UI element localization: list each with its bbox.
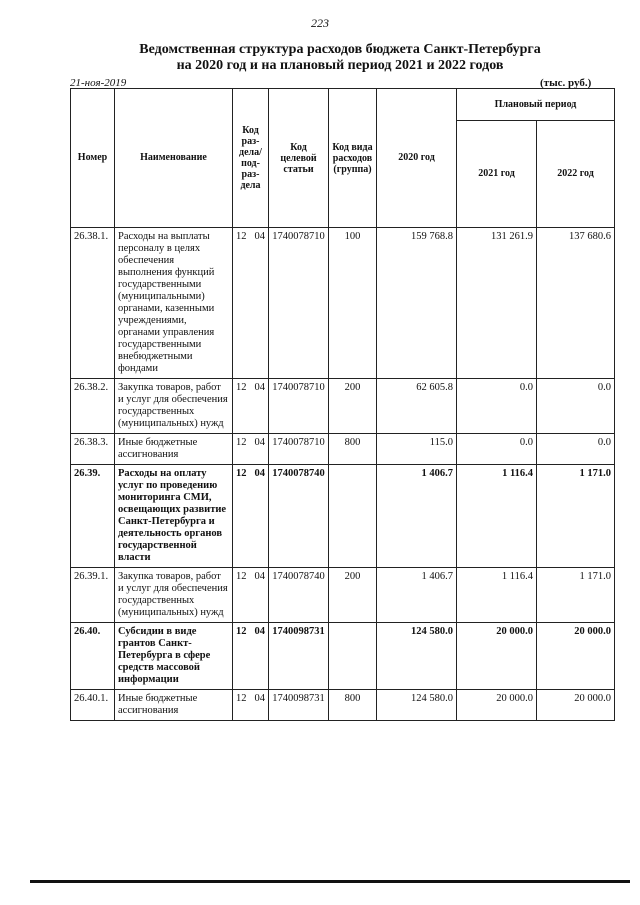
row-name: Иные бюджетные ассигнования	[115, 690, 233, 721]
header-2022: 2022 год	[537, 121, 615, 228]
section-code: 12	[236, 468, 247, 479]
document-date: 21-ноя-2019	[70, 77, 127, 89]
row-value-2021: 20 000.0	[457, 690, 537, 721]
row-section-code	[233, 623, 269, 690]
row-section-code	[233, 568, 269, 623]
section-code-pair	[236, 468, 265, 480]
section-code-pair	[236, 571, 265, 583]
bottom-rule	[30, 880, 630, 883]
table-row	[71, 434, 615, 465]
row-number: 26.39.1.	[71, 568, 115, 623]
section-code: 12	[236, 571, 247, 582]
row-value-2020: 124 580.0	[377, 623, 457, 690]
page-number: 223	[311, 16, 329, 30]
table-row	[71, 228, 615, 379]
section-code: 12	[236, 437, 247, 448]
row-value-2021: 1 116.4	[457, 465, 537, 568]
subsection-code: 04	[254, 693, 265, 704]
header-section-code: Код раз- дела/ под- раз- дела	[233, 89, 269, 228]
row-expense-type: 200	[329, 379, 377, 434]
row-number: 26.38.3.	[71, 434, 115, 465]
row-value-2022: 0.0	[537, 434, 615, 465]
subsection-code: 04	[254, 626, 265, 637]
row-number: 26.40.1.	[71, 690, 115, 721]
row-expense-type: 200	[329, 568, 377, 623]
section-code: 12	[236, 231, 247, 242]
section-code-pair	[236, 231, 265, 243]
table-row	[71, 379, 615, 434]
table-row	[71, 465, 615, 568]
row-section-code	[233, 228, 269, 379]
row-value-2021: 0.0	[457, 379, 537, 434]
section-code-pair	[236, 437, 265, 449]
row-value-2020: 124 580.0	[377, 690, 457, 721]
section-code-pair	[236, 693, 265, 705]
row-number: 26.38.2.	[71, 379, 115, 434]
row-article-code: 1740078710	[269, 434, 329, 465]
row-value-2020: 115.0	[377, 434, 457, 465]
row-article-code: 1740078740	[269, 568, 329, 623]
units-label: (тыс. руб.)	[540, 77, 592, 89]
row-value-2022: 20 000.0	[537, 690, 615, 721]
title-line-2: на 2020 год и на плановый период 2021 и 2022 годов	[176, 58, 504, 73]
header-plan-period: Плановый период	[457, 89, 615, 121]
row-value-2021: 20 000.0	[457, 623, 537, 690]
budget-table	[70, 88, 615, 721]
row-section-code	[233, 465, 269, 568]
row-name: Расходы на оплату услуг по проведению мониторинга СМИ, освещающих развитие Санкт-Петербурга и деятельность органов государственной власти	[115, 465, 233, 568]
section-code: 12	[236, 382, 247, 393]
row-article-code: 1740078710	[269, 379, 329, 434]
header-name: Наименование	[115, 89, 233, 228]
row-section-code	[233, 379, 269, 434]
row-value-2022: 137 680.6	[537, 228, 615, 379]
row-value-2022: 0.0	[537, 379, 615, 434]
header-2021: 2021 год	[457, 121, 537, 228]
header-expense-type: Код вида расходов (группа)	[329, 89, 377, 228]
row-expense-type: 800	[329, 434, 377, 465]
row-section-code	[233, 690, 269, 721]
section-code-pair	[236, 626, 265, 638]
subsection-code: 04	[254, 571, 265, 582]
header-number: Номер	[71, 89, 115, 228]
section-code: 12	[236, 693, 247, 704]
row-value-2022: 1 171.0	[537, 465, 615, 568]
table-row	[71, 690, 615, 721]
table-row	[71, 623, 615, 690]
subsection-code: 04	[254, 231, 265, 242]
row-expense-type: 800	[329, 690, 377, 721]
row-name: Расходы на выплаты персоналу в целях обеспечения выполнения функций государственными (муниципальными) органами, казенными учреждениями, органами управления государственными внебюджетными фондами	[115, 228, 233, 379]
row-expense-type	[329, 465, 377, 568]
row-section-code	[233, 434, 269, 465]
row-number: 26.38.1.	[71, 228, 115, 379]
row-article-code: 1740098731	[269, 623, 329, 690]
row-article-code: 1740098731	[269, 690, 329, 721]
header-row-1	[71, 89, 615, 121]
document-title	[0, 42, 640, 74]
header-article-code: Код целевой статьи	[269, 89, 329, 228]
row-value-2021: 131 261.9	[457, 228, 537, 379]
row-value-2020: 62 605.8	[377, 379, 457, 434]
row-number: 26.40.	[71, 623, 115, 690]
row-number: 26.39.	[71, 465, 115, 568]
subsection-code: 04	[254, 468, 265, 479]
table-body	[71, 228, 615, 721]
subsection-code: 04	[254, 382, 265, 393]
header-2020: 2020 год	[377, 89, 457, 228]
subsection-code: 04	[254, 437, 265, 448]
row-article-code: 1740078740	[269, 465, 329, 568]
row-article-code: 1740078710	[269, 228, 329, 379]
row-expense-type: 100	[329, 228, 377, 379]
section-code-pair	[236, 382, 265, 394]
row-value-2020: 159 768.8	[377, 228, 457, 379]
row-value-2022: 1 171.0	[537, 568, 615, 623]
row-value-2020: 1 406.7	[377, 568, 457, 623]
row-name: Иные бюджетные ассигнования	[115, 434, 233, 465]
row-name: Закупка товаров, работ и услуг для обеспечения государственных (муниципальных) нужд	[115, 568, 233, 623]
row-expense-type	[329, 623, 377, 690]
row-value-2022: 20 000.0	[537, 623, 615, 690]
row-name: Закупка товаров, работ и услуг для обеспечения государственных (муниципальных) нужд	[115, 379, 233, 434]
section-code: 12	[236, 626, 247, 637]
row-value-2021: 1 116.4	[457, 568, 537, 623]
title-line-1: Ведомственная структура расходов бюджета Санкт-Петербурга	[139, 42, 541, 57]
table-row	[71, 568, 615, 623]
row-name: Субсидии в виде грантов Санкт-Петербурга в сфере средств массовой информации	[115, 623, 233, 690]
row-value-2020: 1 406.7	[377, 465, 457, 568]
row-value-2021: 0.0	[457, 434, 537, 465]
